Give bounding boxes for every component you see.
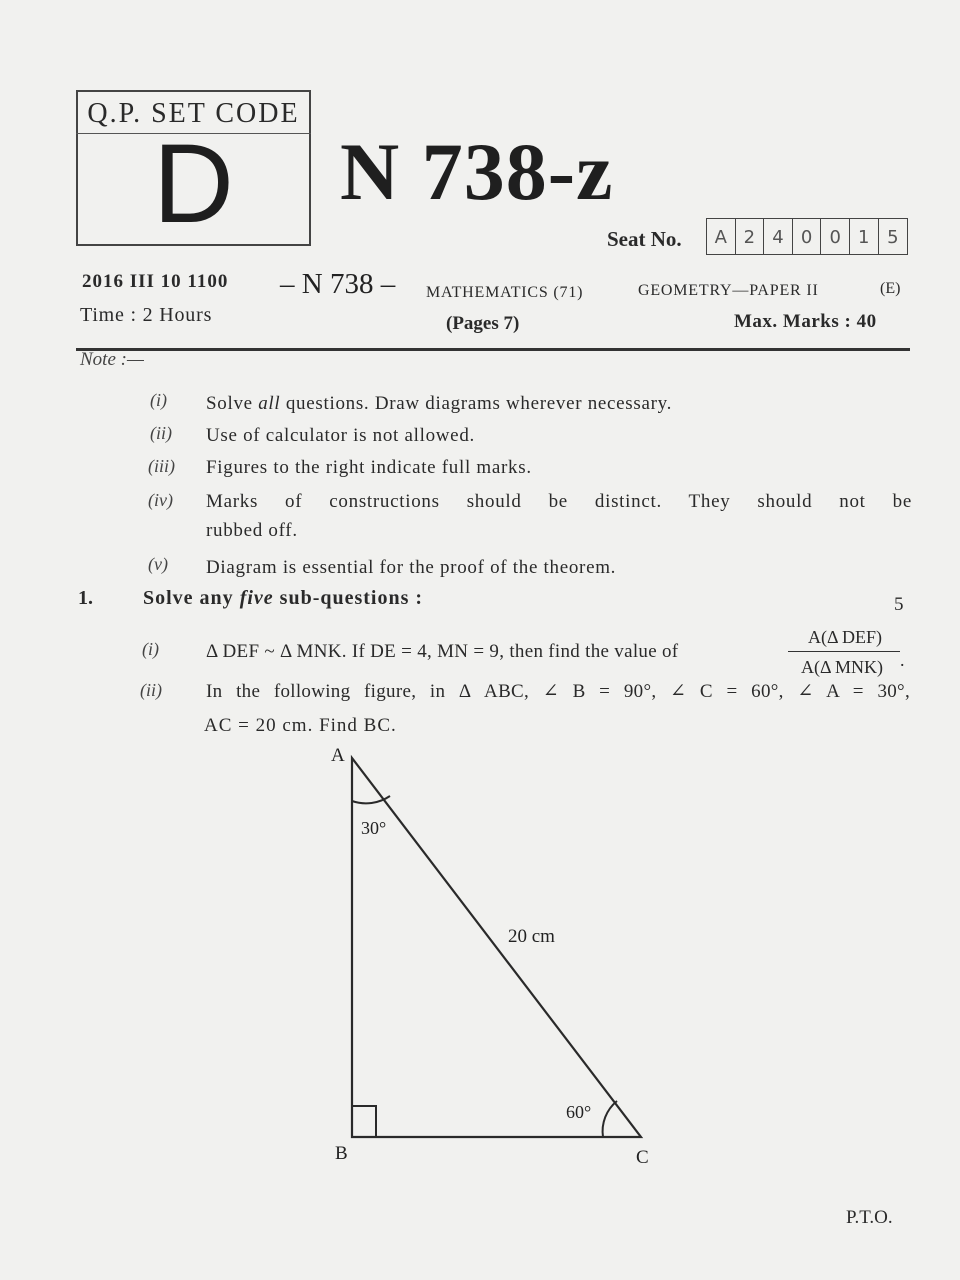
right-angle-marker — [352, 1106, 376, 1137]
sub-question-number: (i) — [142, 639, 159, 659]
side-ac-label: 20 cm — [508, 926, 555, 947]
paper-code: N 738-z — [340, 126, 614, 217]
page-count: (Pages 7) — [446, 313, 520, 334]
fraction-denominator: A(Δ MNK) — [800, 657, 884, 677]
vertex-label-a: A — [331, 745, 345, 766]
angle-c-arc — [603, 1101, 617, 1137]
note-item-text-continued: rubbed off. — [206, 520, 298, 541]
note-item-number: (v) — [148, 554, 168, 574]
note-item-number: (iii) — [148, 456, 175, 476]
angle-a-label: 30° — [361, 818, 387, 838]
note-item-number: (iv) — [148, 490, 173, 510]
set-code-letter: D — [153, 121, 234, 246]
language: (E) — [880, 280, 901, 297]
note-item-text: Diagram is essential for the proof of the theorem. — [206, 557, 617, 578]
question-number: 1. — [78, 587, 93, 609]
note-heading: Note :— — [80, 349, 144, 370]
note-item-number: (ii) — [150, 423, 172, 443]
seat-digit: A — [707, 219, 736, 254]
note-item-text: Marks of constructions should be distinct. They should not be — [206, 491, 912, 512]
vertex-label-b: B — [335, 1143, 348, 1164]
page-turn-note: P.T.O. — [846, 1207, 893, 1228]
max-marks: Max. Marks : 40 — [734, 311, 877, 332]
angle-c-label: 60° — [566, 1102, 592, 1122]
set-code-label: Q.P. SET CODE — [76, 90, 311, 134]
subject: MATHEMATICS (71) — [426, 284, 584, 301]
seat-digit: 0 — [821, 219, 850, 254]
seat-digit: 2 — [736, 219, 765, 254]
question-marks: 5 — [894, 594, 904, 615]
seat-digit: 0 — [793, 219, 822, 254]
note-item-text: Solve all questions. Draw diagrams wherever necessary. — [206, 393, 673, 414]
seat-digit: 4 — [764, 219, 793, 254]
exam-session: 2016 III 10 1100 — [82, 271, 229, 292]
seat-digit: 1 — [850, 219, 879, 254]
sub-question-text-continued: AC = 20 cm. Find BC. — [204, 715, 397, 736]
sub-question-text: In the following figure, in Δ ABC, ∠ B = 90°, ∠ C = 60°, ∠ A = 30°, — [206, 681, 910, 702]
vertex-label-c: C — [636, 1147, 649, 1168]
note-item-text: Use of calculator is not allowed. — [206, 425, 475, 446]
triangle-abc — [352, 758, 641, 1137]
question-instruction: Solve any five sub-questions : — [143, 587, 424, 609]
seat-digit: 5 — [887, 227, 899, 248]
note-item-number: (i) — [150, 390, 167, 410]
exam-code: – N 738 – — [280, 268, 396, 300]
angle-a-arc — [352, 796, 390, 803]
sub-question-text: Δ DEF ~ Δ MNK. If DE = 4, MN = 9, then find the value of — [206, 641, 679, 662]
fraction-numerator: A(Δ DEF) — [807, 627, 883, 647]
paper-name: GEOMETRY—PAPER II — [638, 282, 819, 299]
seat-number-label: Seat No. — [607, 227, 682, 251]
time-allowed: Time : 2 Hours — [80, 304, 213, 326]
sub-question-number: (ii) — [140, 680, 162, 700]
sentence-end: . — [900, 650, 905, 670]
note-item-text: Figures to the right indicate full marks. — [206, 457, 532, 478]
